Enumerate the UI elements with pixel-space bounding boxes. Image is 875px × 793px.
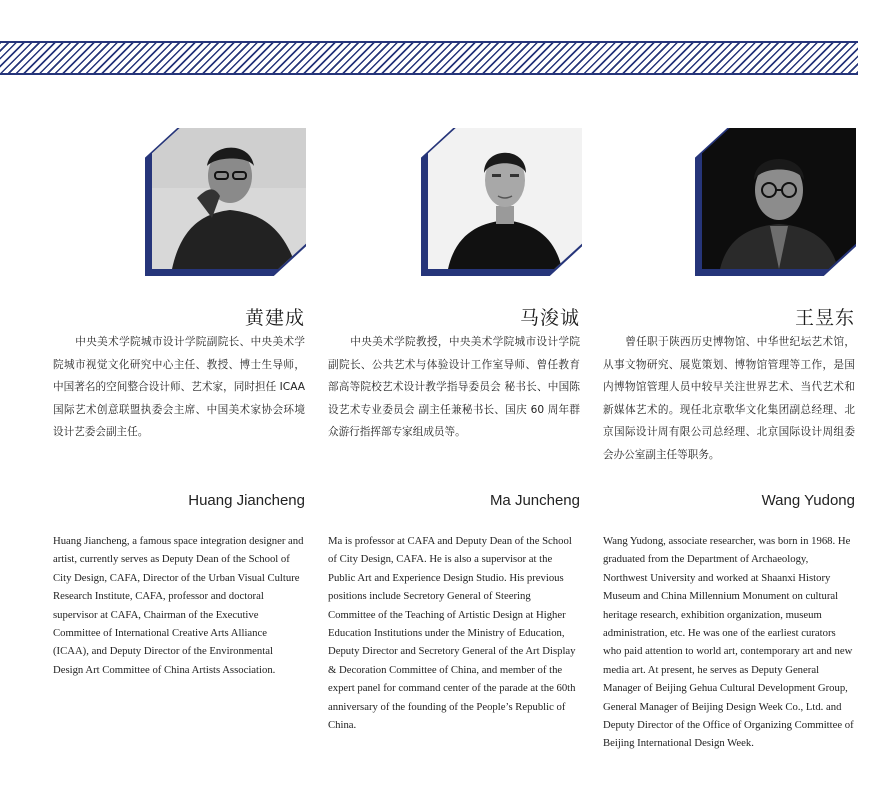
portrait-photo <box>152 128 306 269</box>
name-english: Huang Jiancheng <box>188 492 305 509</box>
name-english: Ma Juncheng <box>489 492 580 509</box>
portrait-frame <box>695 128 856 276</box>
header-stripe-band <box>0 41 858 75</box>
name-chinese: 马浚诚 <box>519 307 580 329</box>
bio-english: Huang Jiancheng, a famous space integration designer and artist, currently serves as Deputy Dean of the School of City Design, CAFA, Director of the Urban Visual Culture Research Institute, CAFA, professor and doctoral supervisor at CAFA, Chairman of the Executive Committee of International Creative Arts Alliance (ICAA), and Deputy Director of the Environmental Design Art Committee of China Artists Association. <box>53 535 304 676</box>
bio-chinese: 中央美术学院教授，中央美术学院城市设计学院副院长、公共艺术与体验设计工作室导师、曾任教育部高等院校艺术设计教学指导委员会 秘书长、中国陈设艺术专业委员会 副主任兼秘书长、国庆 60 周年群众游行指挥部专家组成员等。 <box>328 336 580 438</box>
portrait-photo <box>702 128 856 269</box>
bio-chinese: 中央美术学院城市设计学院副院长、中央美术学院城市视觉文化研究中心主任、教授、博士生导师，中国著名的空间整合设计师、艺术家，同时担任 ICAA 国际艺术创意联盟执委会主席、中国美术家协会环境设计艺委会副主任。 <box>53 336 305 438</box>
portrait-frame <box>145 128 306 276</box>
bio-english: Wang Yudong, associate researcher, was born in 1968. He graduated from the Department of Archaeology, Northwest University and worked at Shaanxi History Museum and China Millennium Monument on cultural heritage research, exhibition organization, museum administration, etc. He was one of the earliest curators who paid attention to world art, contemporary art and new media art. At present, he serves as Deputy General Manager of Beijing Gehua Cultural Development Group, General Manager of Beijing Design Week Co., Ltd. and Deputy Director of the Office of Organizing Committee of Beijing International Design Week. <box>603 535 854 750</box>
name-chinese: 黄建成 <box>244 307 305 329</box>
bio-english: Ma is professor at CAFA and Deputy Dean of the School of City Design, CAFA. He is also a supervisor at the Public Art and Experience Design Studio. His previous positions include Secretory General of Steering Committee of the Teaching of Artistic Design at Higher Education Institutions under the Ministry of Education, Deputy Director and Secretory General of the Art Display & Decoration Committee of China, and member of the expert panel for command center of the parade at the 60th anniversary of the founding of the People’s Republic of China. <box>328 535 576 732</box>
bio-chinese: 曾任职于陕西历史博物馆、中华世纪坛艺术馆，从事文物研究、展览策划、博物馆管理等工作，是国内博物馆管理人员中较早关注世界艺术、当代艺术和新媒体艺术的。现任北京歌华文化集团副总经理、北京国际设计周有限公司总经理、北京国际设计周组委会办公室副主任等职务。 <box>603 336 855 461</box>
portrait-photo <box>428 128 582 269</box>
name-english: Wang Yudong <box>761 492 855 509</box>
portrait-frame <box>421 128 582 276</box>
name-chinese: 王昱东 <box>794 307 855 329</box>
